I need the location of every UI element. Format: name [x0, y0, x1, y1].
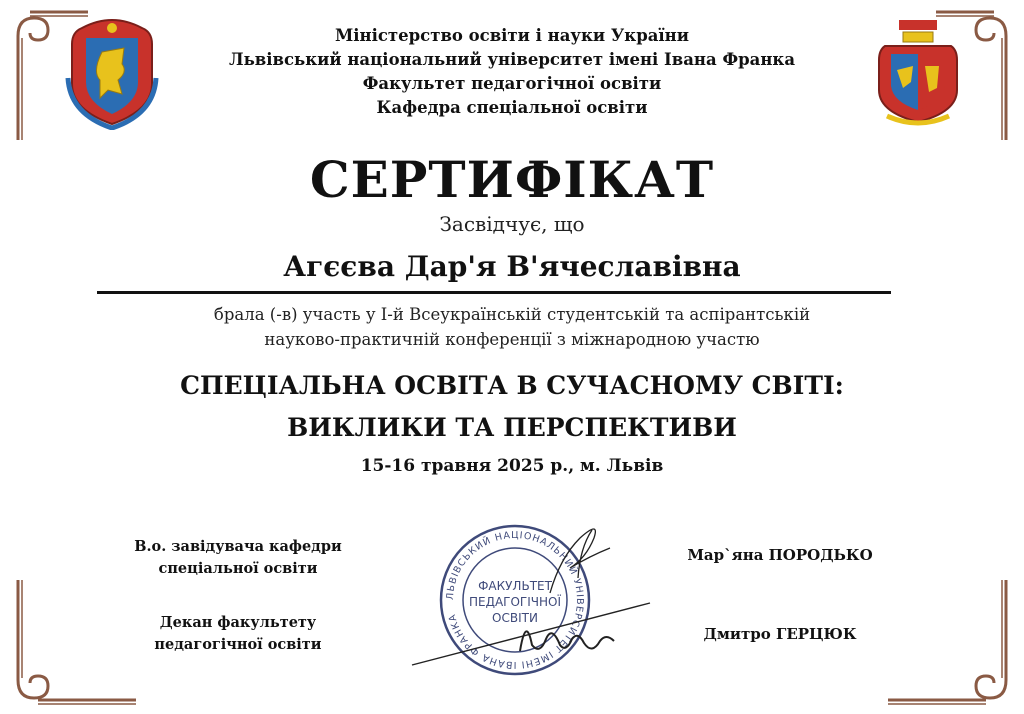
institution-header [0, 24, 1024, 120]
date-place: 15-16 травня 2025 р., м. Львів [360, 456, 664, 476]
ministry-line: Міністерство освіти і науки України [334, 26, 690, 45]
stamp-center-line-1: ФАКУЛЬТЕТ [478, 579, 552, 593]
department-line: Кафедра спеціальної освіти [376, 98, 648, 117]
certificate-title: СЕРТИФІКАТ [309, 150, 715, 209]
participation-text [0, 302, 1024, 352]
stamp-center-line-3: ОСВІТИ [492, 611, 538, 625]
signatory-name-2: Дмитро ГЕРЦЮК [703, 625, 857, 643]
signatory-role-1-line-1: В.о. завідувача кафедри [134, 538, 342, 555]
conference-title [0, 365, 1024, 449]
conference-title-line-2: ВИКЛИКИ ТА ПЕРСПЕКТИВИ [287, 413, 737, 442]
signatory-role-2-line-2: педагогічної освіти [154, 636, 322, 653]
stamp-ring-text: ЛЬВІВСЬКИЙ НАЦІОНАЛЬНИЙ УНІВЕРСИТЕТ ІМЕНІ ІВАНА ФРАНКА [444, 529, 586, 671]
signatory-role-2-line-1: Декан факультету [159, 614, 317, 631]
certifies-text: Засвідчує, що [439, 212, 585, 236]
signatory-role-1 [118, 536, 358, 580]
name-underline [97, 291, 891, 294]
signatory-role-1-line-2: спеціальної освіти [158, 560, 318, 577]
recipient-name: Агєєва Дар'я В'ячеславівна [283, 250, 741, 283]
corner-ornament-bottom-right [886, 580, 1016, 710]
participation-line-2: науково-практичній конференції з міжнародною участю [264, 330, 760, 349]
faculty-line: Факультет педагогічної освіти [362, 74, 662, 93]
participation-line-1: брала (-в) участь у І-й Всеукраїнській студентській та аспірантській [213, 305, 811, 324]
stamp-center-line-2: ПЕДАГОГІЧНОЇ [468, 595, 562, 609]
handwritten-signature-1 [520, 518, 630, 598]
conference-title-line-1: СПЕЦІАЛЬНА ОСВІТА В СУЧАСНОМУ СВІТІ: [180, 371, 844, 400]
university-line: Львівський національний університет імені Івана Франка [228, 50, 796, 69]
signatory-role-2 [118, 612, 358, 656]
signatory-name-1: Мар`яна ПОРОДЬКО [687, 546, 873, 564]
handwritten-signature-2 [410, 595, 660, 675]
